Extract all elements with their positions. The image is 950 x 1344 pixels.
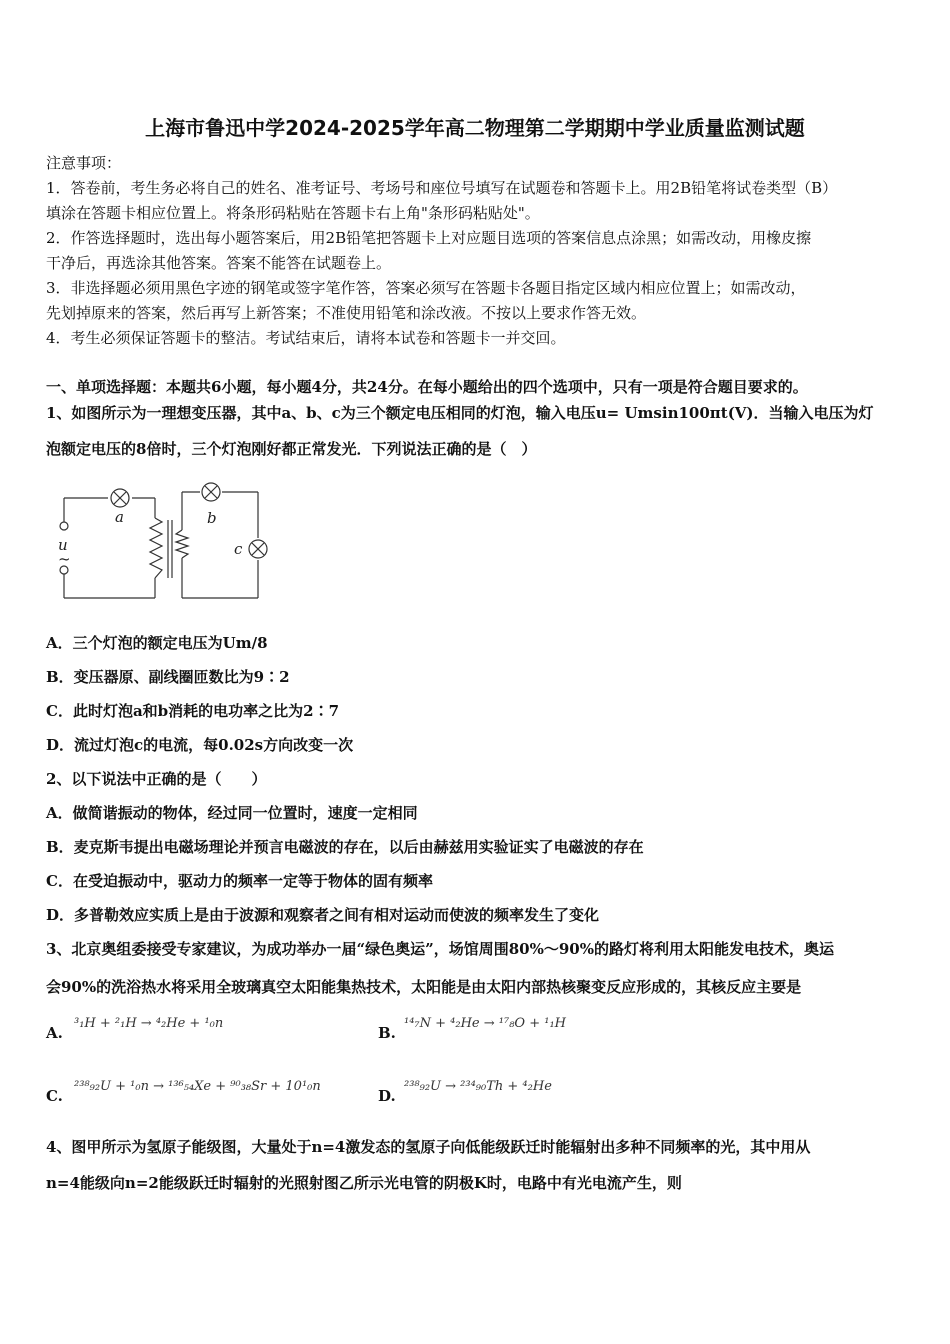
- q2-stem: 2、以下说法中正确的是（ ）: [46, 770, 267, 788]
- q3-stem: 3、北京奥组委接受专家建议，为成功举办一届“绿色奥运”，场馆周围80%～90%的路灯将利用太阳能发电技术，奥运: [46, 940, 834, 958]
- page-title: 上海市鲁迅中学2024-2025学年高二物理第二学期期中学业质量监测试题: [145, 116, 805, 140]
- notice-line: 干净后，再选涂其他答案。答案不能答在试题卷上。: [46, 254, 392, 272]
- q2-option-a[interactable]: A．做简谐振动的物体，经过同一位置时，速度一定相同: [46, 804, 418, 822]
- q3-option-c-formula[interactable]: ²³⁸₉₂U + ¹₀n → ¹³⁶₅₄Xe + ⁹⁰₃₈Sr + 10¹₀n: [74, 1079, 321, 1094]
- label-u: u: [58, 536, 68, 554]
- q3-option-d-label[interactable]: D.: [378, 1087, 396, 1105]
- q1-option-a[interactable]: A．三个灯泡的额定电压为Um/8: [46, 634, 268, 652]
- q3-option-d-formula[interactable]: ²³⁸₉₂U → ²³⁴₉₀Th + ⁴₂He: [404, 1079, 552, 1094]
- q3-option-c-label[interactable]: C.: [46, 1087, 63, 1105]
- q3-option-a-label[interactable]: A.: [46, 1024, 63, 1042]
- q1-stem: 泡额定电压的8倍时，三个灯泡刚好都正常发光．下列说法正确的是（ ）: [46, 440, 537, 458]
- q2-option-b[interactable]: B．麦克斯韦提出电磁场理论并预言电磁波的存在，以后由赫兹用实验证实了电磁波的存在: [46, 838, 644, 856]
- q2-option-c[interactable]: C．在受迫振动中，驱动力的频率一定等于物体的固有频率: [46, 872, 433, 890]
- q1-option-b[interactable]: B．变压器原、副线圈匝数比为9∶2: [46, 668, 290, 686]
- q3-option-b-label[interactable]: B.: [378, 1024, 396, 1042]
- notice-line: 3．非选择题必须用黑色字迹的钢笔或签字笔作答，答案必须写在答题卡各题目指定区域内相应位置上；如需改动，: [46, 279, 806, 297]
- section-heading: 一、单项选择题：本题共6小题，每小题4分，共24分。在每小题给出的四个选项中，只有一项是符合题目要求的。: [46, 378, 808, 396]
- q4-stem: 4、图甲所示为氢原子能级图，大量处于n=4激发态的氢原子向低能级跃迁时能辐射出多种不同频率的光，其中用从: [46, 1138, 811, 1156]
- q3-option-b-formula[interactable]: ¹⁴₇N + ⁴₂He → ¹⁷₈O + ¹₁H: [404, 1016, 566, 1031]
- q1-option-c[interactable]: C．此时灯泡a和b消耗的电功率之比为2∶7: [46, 702, 340, 720]
- q4-stem: n=4能级向n=2能级跃迁时辐射的光照射图乙所示光电管的阴极K时，电路中有光电流产生，则: [46, 1174, 682, 1192]
- label-ac-symbol: ~: [58, 550, 71, 568]
- q3-stem: 会90%的洗浴热水将采用全玻璃真空太阳能集热技术，太阳能是由太阳内部热核聚变反应形成的，其核反应主要是: [46, 978, 802, 996]
- q3-option-a-formula[interactable]: ³₁H + ²₁H → ⁴₂He + ¹₀n: [74, 1016, 224, 1031]
- transformer-circuit-diagram: [52, 478, 282, 610]
- q2-option-d[interactable]: D．多普勒效应实质上是由于波源和观察者之间有相对运动而使波的频率发生了变化: [46, 906, 600, 924]
- notice-heading: 注意事项：: [46, 154, 122, 172]
- notice-line: 2．作答选择题时，选出每小题答案后，用2B铅笔把答题卡上对应题目选项的答案信息点涂黑；如需改动，用橡皮擦: [46, 229, 812, 247]
- notice-line: 先划掉原来的答案，然后再写上新答案；不准使用铅笔和涂改液。不按以上要求作答无效。: [46, 304, 647, 322]
- q1-stem: 1、如图所示为一理想变压器，其中a、b、c为三个额定电压相同的灯泡，输入电压u= Umsin100πt(V)．当输入电压为灯: [46, 404, 874, 422]
- notice-line: 填涂在答题卡相应位置上。将条形码粘贴在答题卡右上角"条形码粘贴处"。: [46, 204, 540, 222]
- label-lamp-b: b: [207, 509, 217, 527]
- label-lamp-a: a: [115, 508, 124, 526]
- notice-line: 4．考生必须保证答题卡的整洁。考试结束后，请将本试卷和答题卡一并交回。: [46, 329, 566, 347]
- label-lamp-c: c: [234, 540, 243, 558]
- notice-line: 1．答卷前，考生务必将自己的姓名、准考证号、考场号和座位号填写在试题卷和答题卡上。用2B铅笔将试卷类型（B）: [46, 179, 838, 197]
- q1-option-d[interactable]: D．流过灯泡c的电流，每0.02s方向改变一次: [46, 736, 354, 754]
